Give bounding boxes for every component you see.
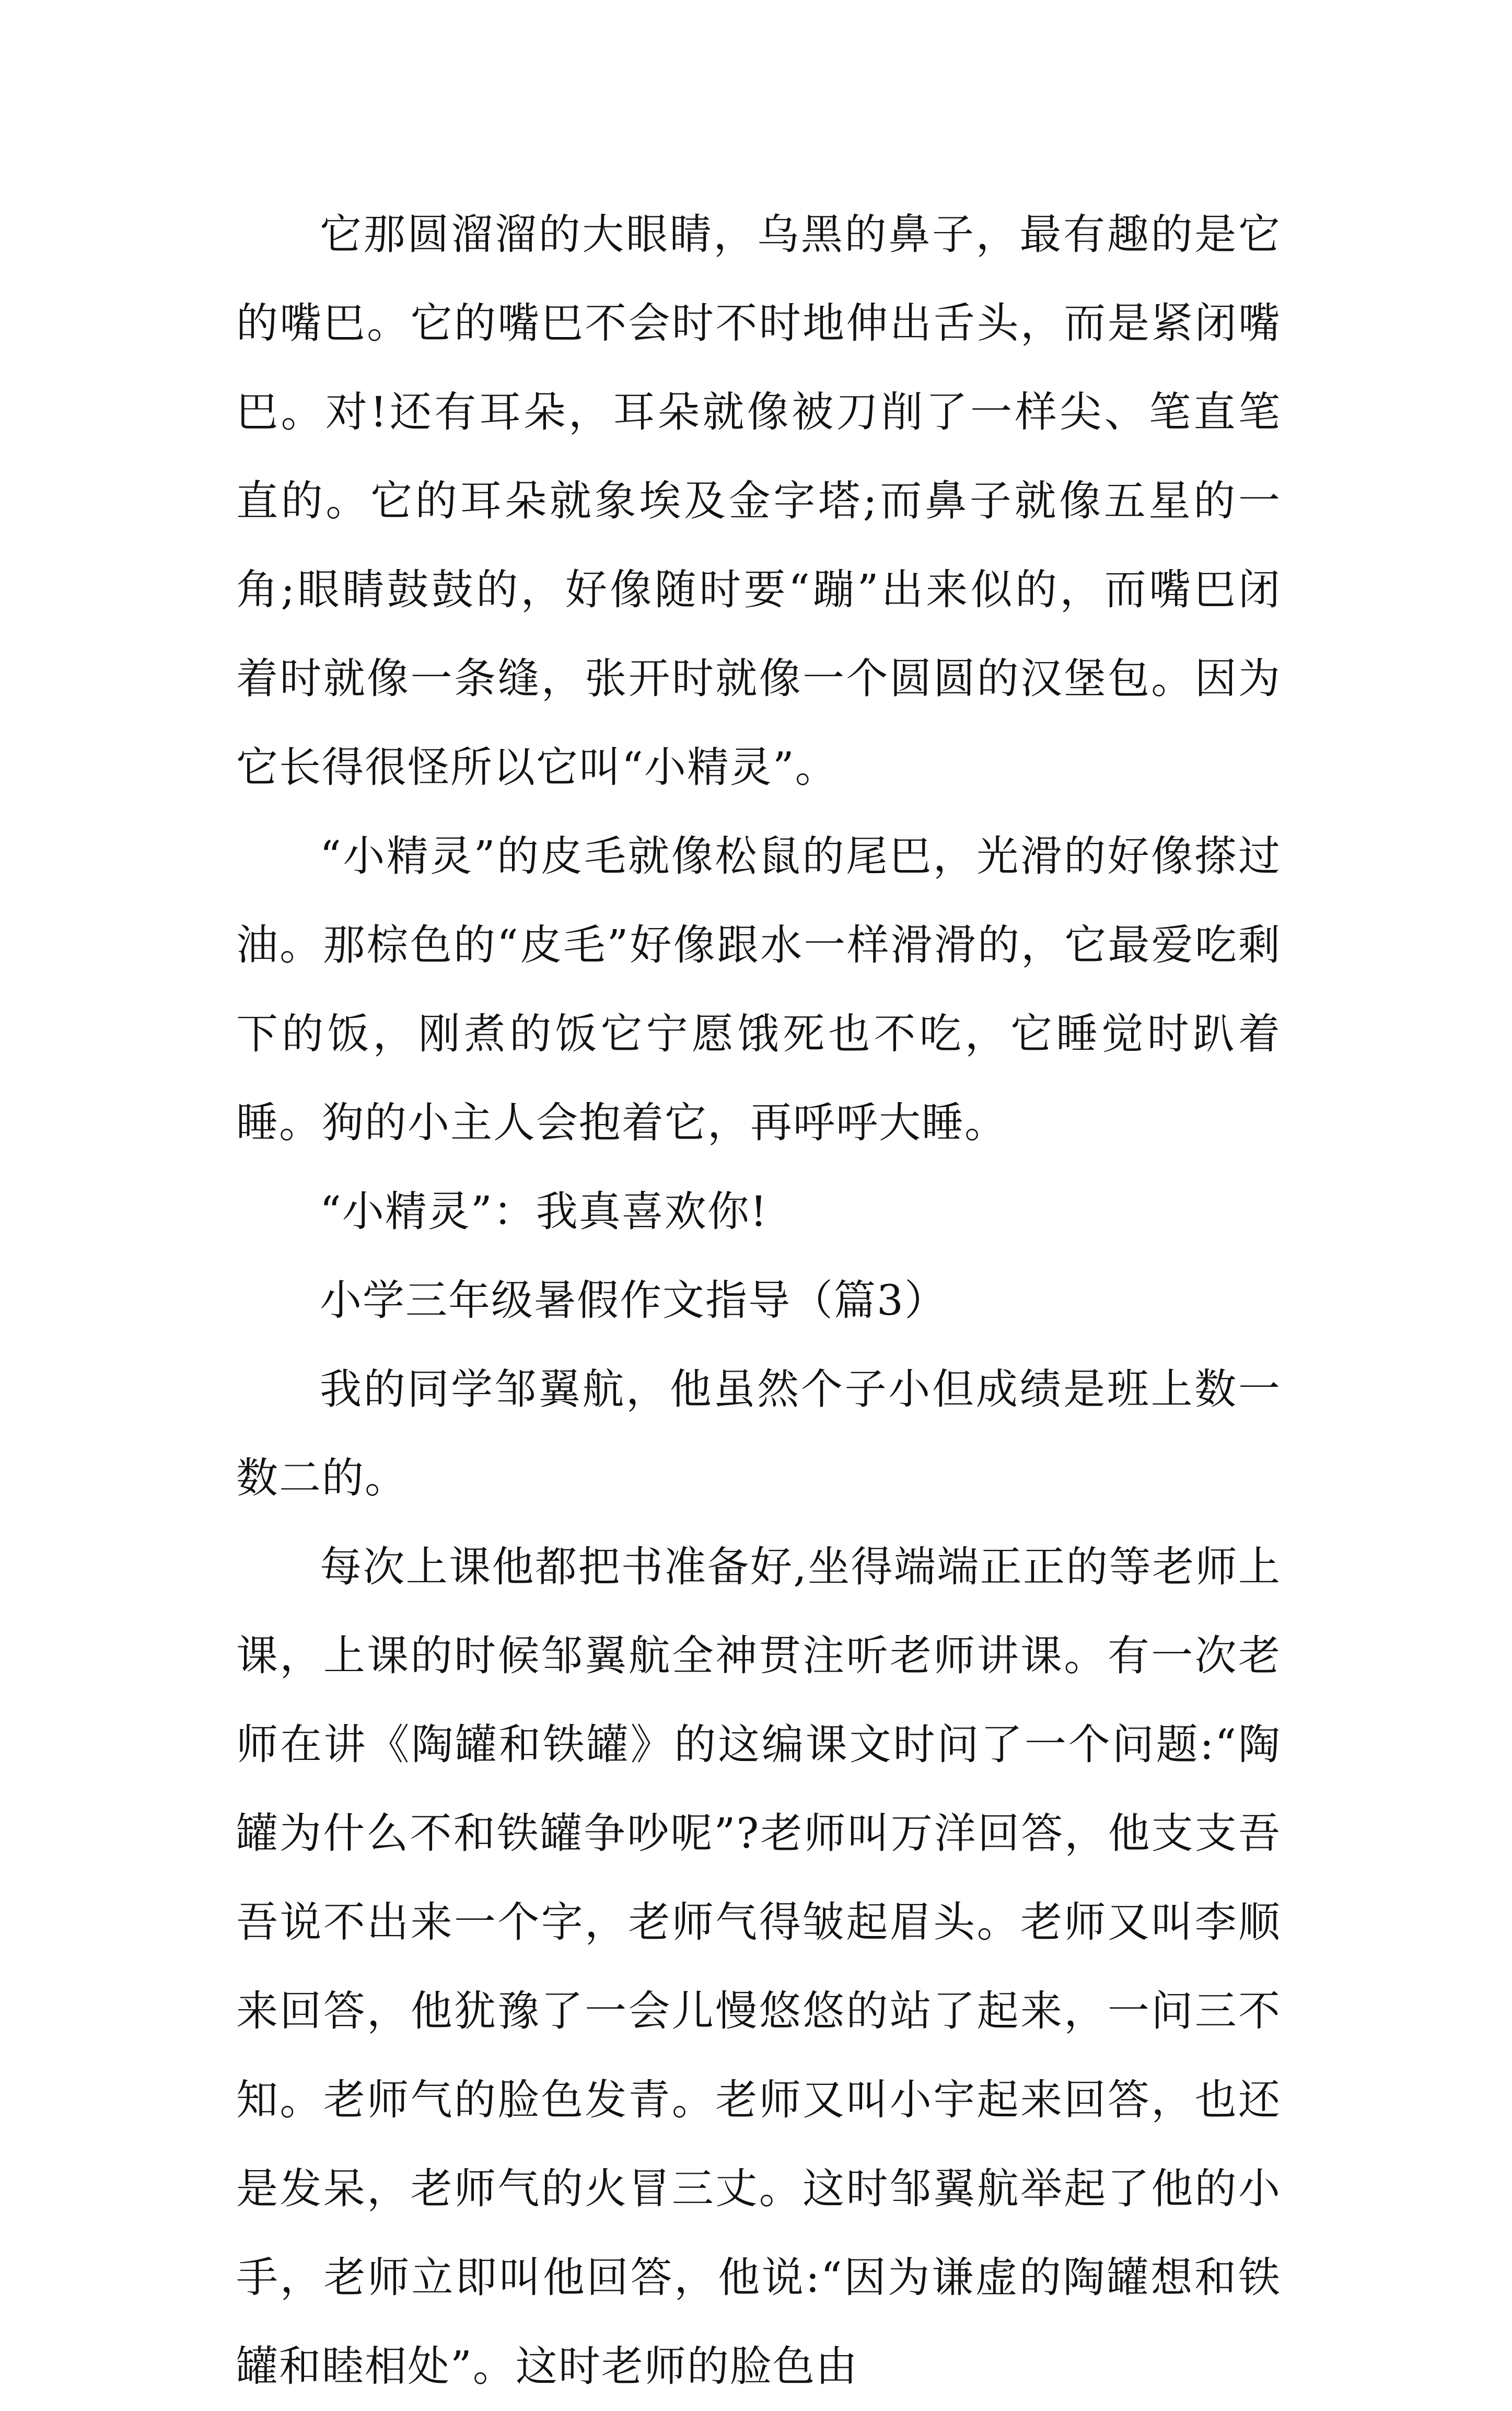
document-body bbox=[236, 190, 1281, 2411]
section-heading: 小学三年级暑假作文指导（篇3） bbox=[320, 1276, 947, 1325]
paragraph-class-story: 每次上课他都把书准备好,坐得端端正正的等老师上课，上课的时候邹翼航全神贯注听老师讲课。有一次老师在讲《陶罐和铁罐》的这编课文时问了一个问题:“陶罐为什么不和铁罐争吵呢”?老师叫万洋回答，他支支吾吾说不出来一个字，老师气得皱起眉头。老师又叫李顺来回答，他犹豫了一会儿慢悠悠的站了起来，一问三不知。老师气的脸色发青。老师又叫小宇起来回答，也还是发呆，老师气的火冒三丈。这时邹翼航举起了他的小手，老师立即叫他回答，他说:“因为谦虚的陶罐想和铁罐和睦相处”。这时老师的脸色由 bbox=[236, 1543, 1281, 2391]
paragraph-classmate: 我的同学邹翼航，他虽然个子小但成绩是班上数一数二的。 bbox=[236, 1365, 1281, 1502]
paragraph-eyes-nose-mouth: 它那圆溜溜的大眼睛，乌黑的鼻子，最有趣的是它的嘴巴。它的嘴巴不会时不时地伸出舌头，而是紧闭嘴巴。对!还有耳朵，耳朵就像被刀削了一样尖、笔直笔直的。它的耳朵就象埃及金字塔;而鼻子就像五星的一角;眼睛鼓鼓的，好像随时要“蹦”出来似的，而嘴巴闭着时就像一条缝，张开时就像一个圆圆的汉堡包。因为它长得很怪所以它叫“小精灵”。 bbox=[236, 210, 1281, 792]
paragraph-fur: “小精灵”的皮毛就像松鼠的尾巴，光滑的好像搽过油。那棕色的“皮毛”好像跟水一样滑滑的，它最爱吃剩下的饭，刚煮的饭它宁愿饿死也不吃，它睡觉时趴着睡。狗的小主人会抱着它，再呼呼大睡。 bbox=[236, 832, 1281, 1147]
paragraph-i-like-you: “小精灵”：我真喜欢你! bbox=[320, 1187, 768, 1236]
